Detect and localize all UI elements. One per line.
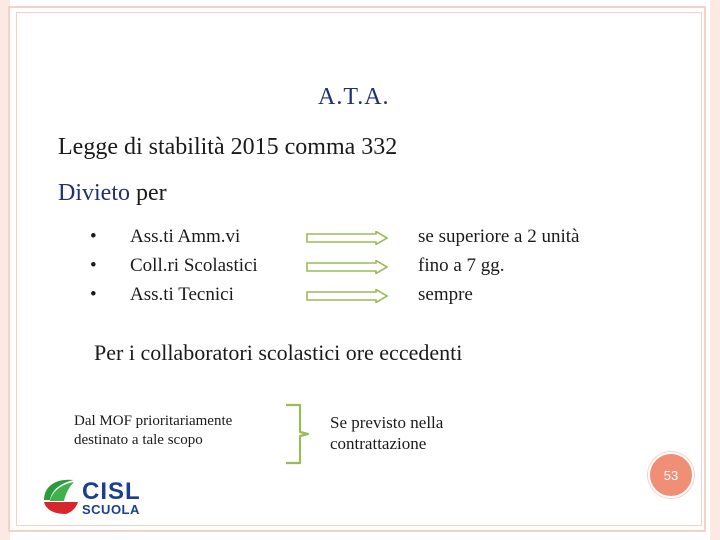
logo-subtitle: SCUOLA — [82, 502, 140, 517]
divieto-heading — [58, 180, 167, 207]
divieto-rest: per — [130, 180, 167, 206]
logo-name: CISL — [82, 478, 141, 505]
divieto-word: Divieto — [58, 180, 130, 206]
rule-text: sempre — [418, 284, 473, 305]
right-arrow-icon — [306, 260, 388, 274]
right-arrow-icon — [306, 289, 388, 303]
rule-text: fino a 7 gg. — [418, 255, 505, 276]
list-item-label: Coll.ri Scolastici — [130, 255, 258, 276]
right-decor-band — [710, 0, 720, 540]
bullet-icon: • — [90, 255, 97, 276]
slide-subtitle: Legge di stabilità 2015 comma 332 — [58, 134, 398, 160]
previsto-line: Se previsto nella — [330, 413, 444, 432]
bullet-icon: • — [90, 284, 97, 305]
mof-line: destinato a tale scopo — [74, 432, 203, 448]
page-number-badge — [648, 452, 694, 498]
list-item-label: Ass.ti Amm.vi — [130, 226, 241, 247]
previsto-line: contrattazione — [330, 434, 427, 453]
collaboratori-heading: Per i collaboratori scolastici ore eccedenti — [94, 340, 463, 365]
rule-text: se superiore a 2 unità — [418, 226, 580, 247]
previsto-note — [330, 412, 443, 454]
mof-note — [74, 412, 232, 450]
mof-line: Dal MOF prioritariamente — [74, 413, 233, 429]
list-item-label: Ass.ti Tecnici — [130, 284, 234, 305]
page-number: 53 — [663, 467, 679, 483]
bullet-icon: • — [90, 226, 97, 247]
bracket-icon — [284, 402, 310, 466]
slide-title: A.T.A. — [318, 84, 390, 110]
right-arrow-icon — [306, 231, 388, 245]
